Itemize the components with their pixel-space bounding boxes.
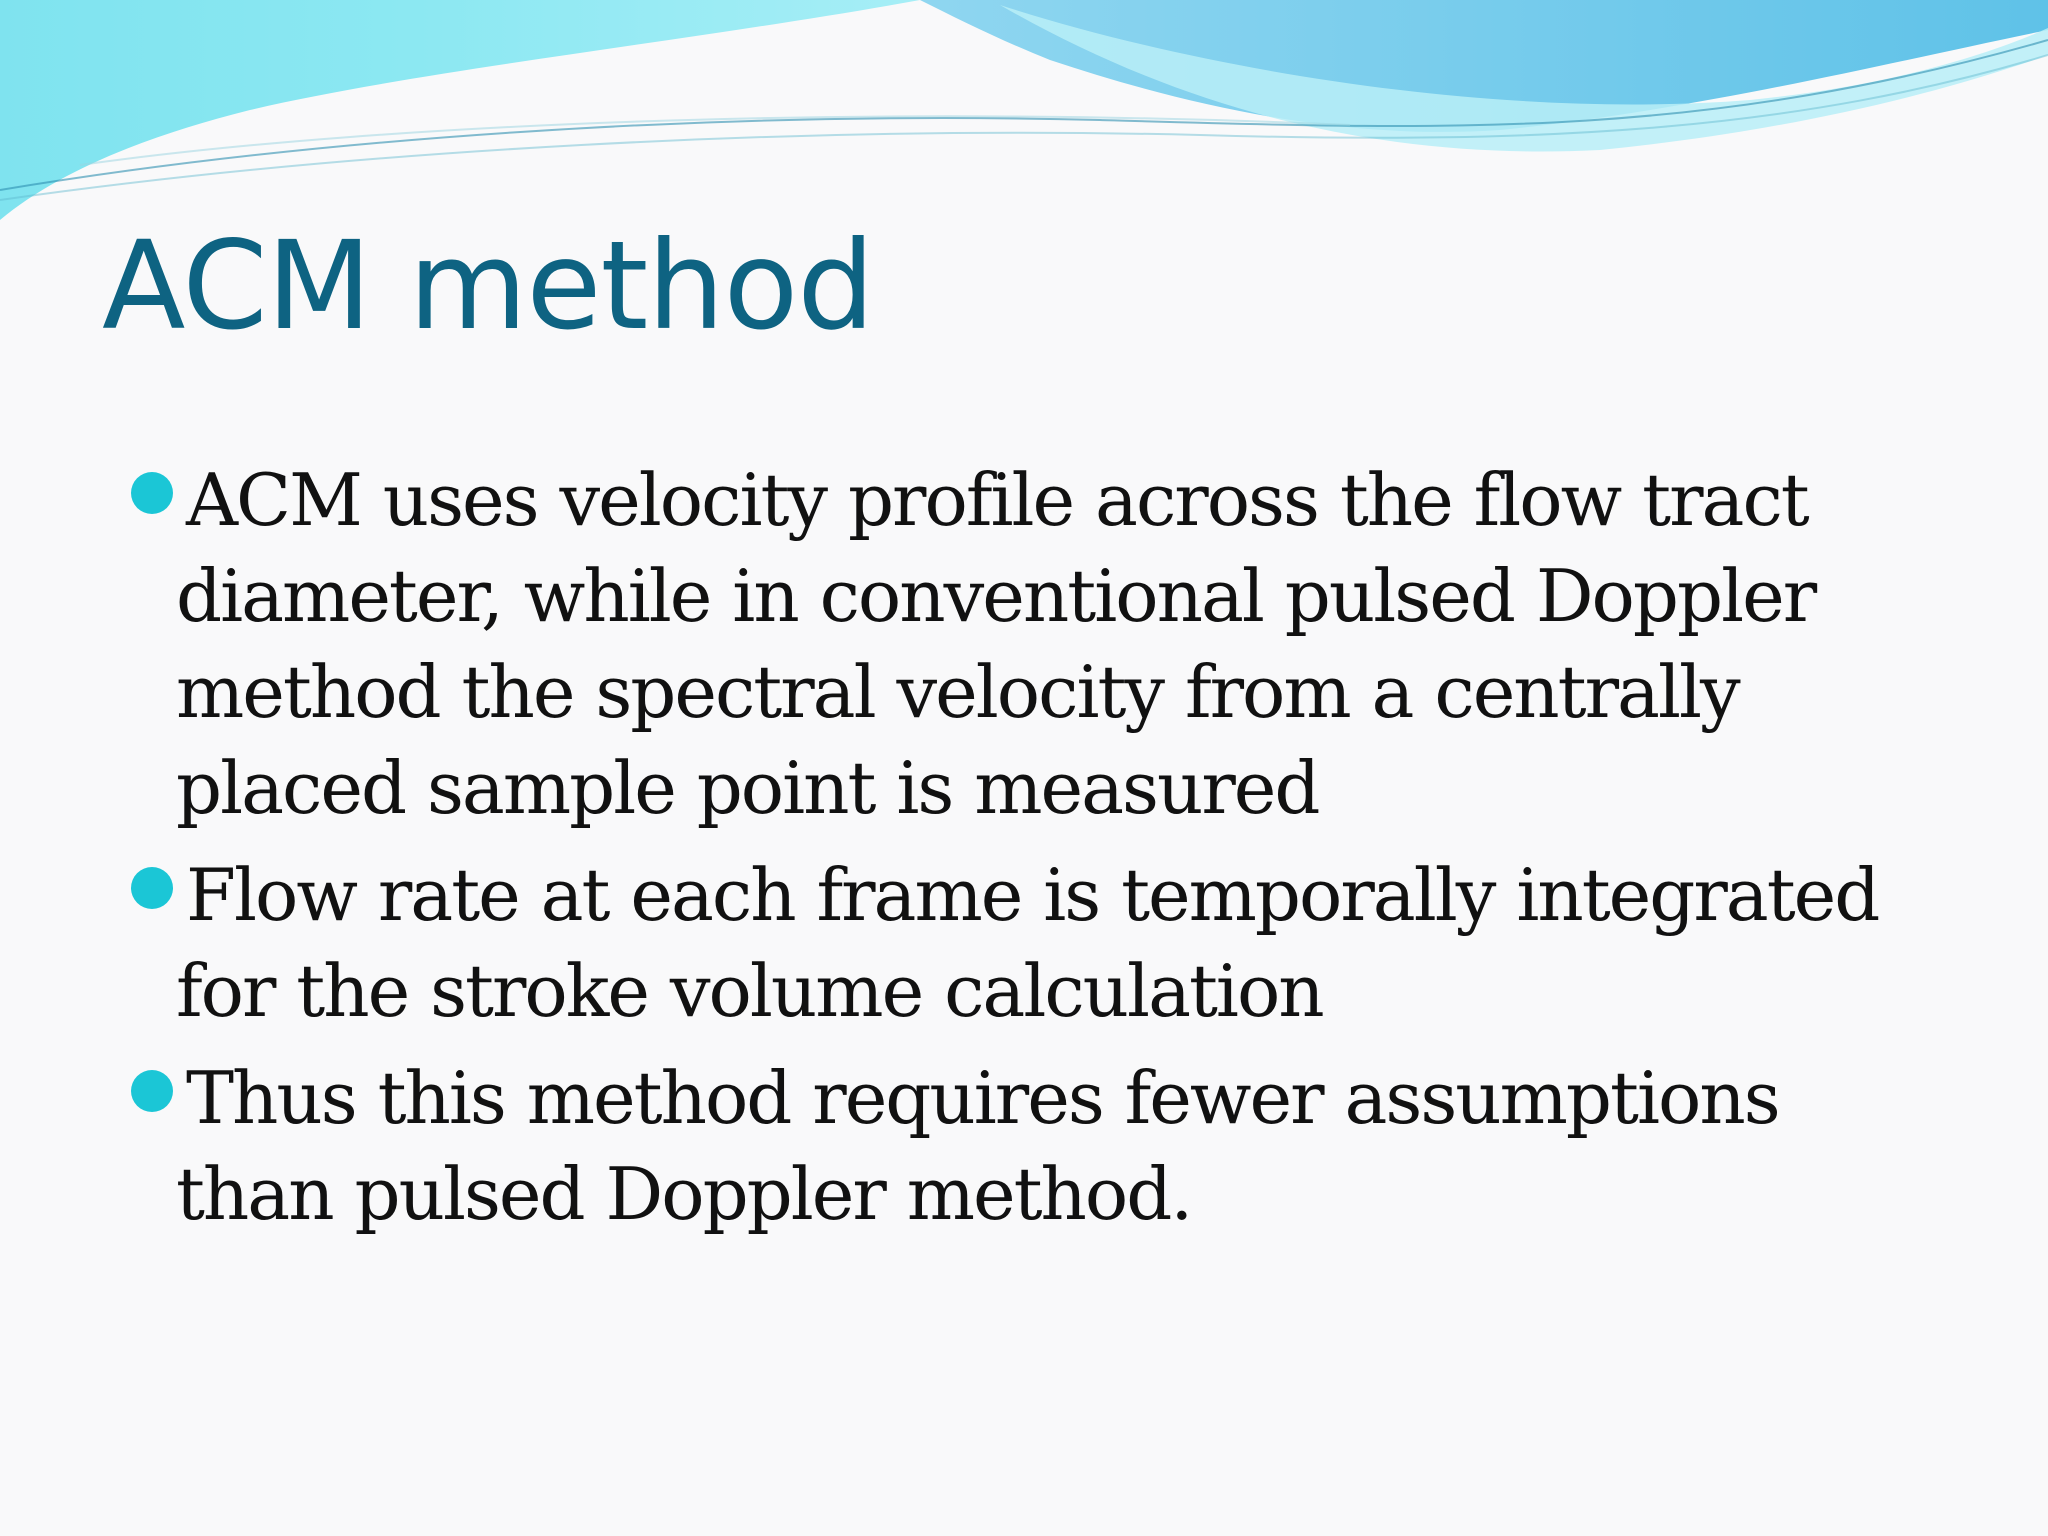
bullet-item: [130, 1050, 1950, 1242]
bullet-text: Flow rate at each frame is temporally integrated for the stroke volume calculation: [176, 853, 1879, 1033]
slide-title: ACM method: [102, 215, 874, 357]
bullet-item: [130, 452, 1950, 836]
bullet-text: Thus this method requires fewer assumptions than pulsed Doppler method.: [176, 1056, 1779, 1236]
bullet-text: ACM uses velocity profile across the flow tract diameter, while in conventional pulsed Doppler method the spectral velocity from a centrally placed sample point is measured: [176, 458, 1816, 830]
bullet-list: [130, 452, 1950, 1253]
bullet-dot-icon: [131, 867, 173, 909]
wave-line-3: [80, 116, 1350, 165]
header-wave-decoration: [0, 0, 2048, 240]
bullet-dot-icon: [131, 1070, 173, 1112]
wave-left-fill: [0, 0, 920, 220]
bullet-dot-icon: [131, 472, 173, 514]
bullet-item: [130, 847, 1950, 1039]
